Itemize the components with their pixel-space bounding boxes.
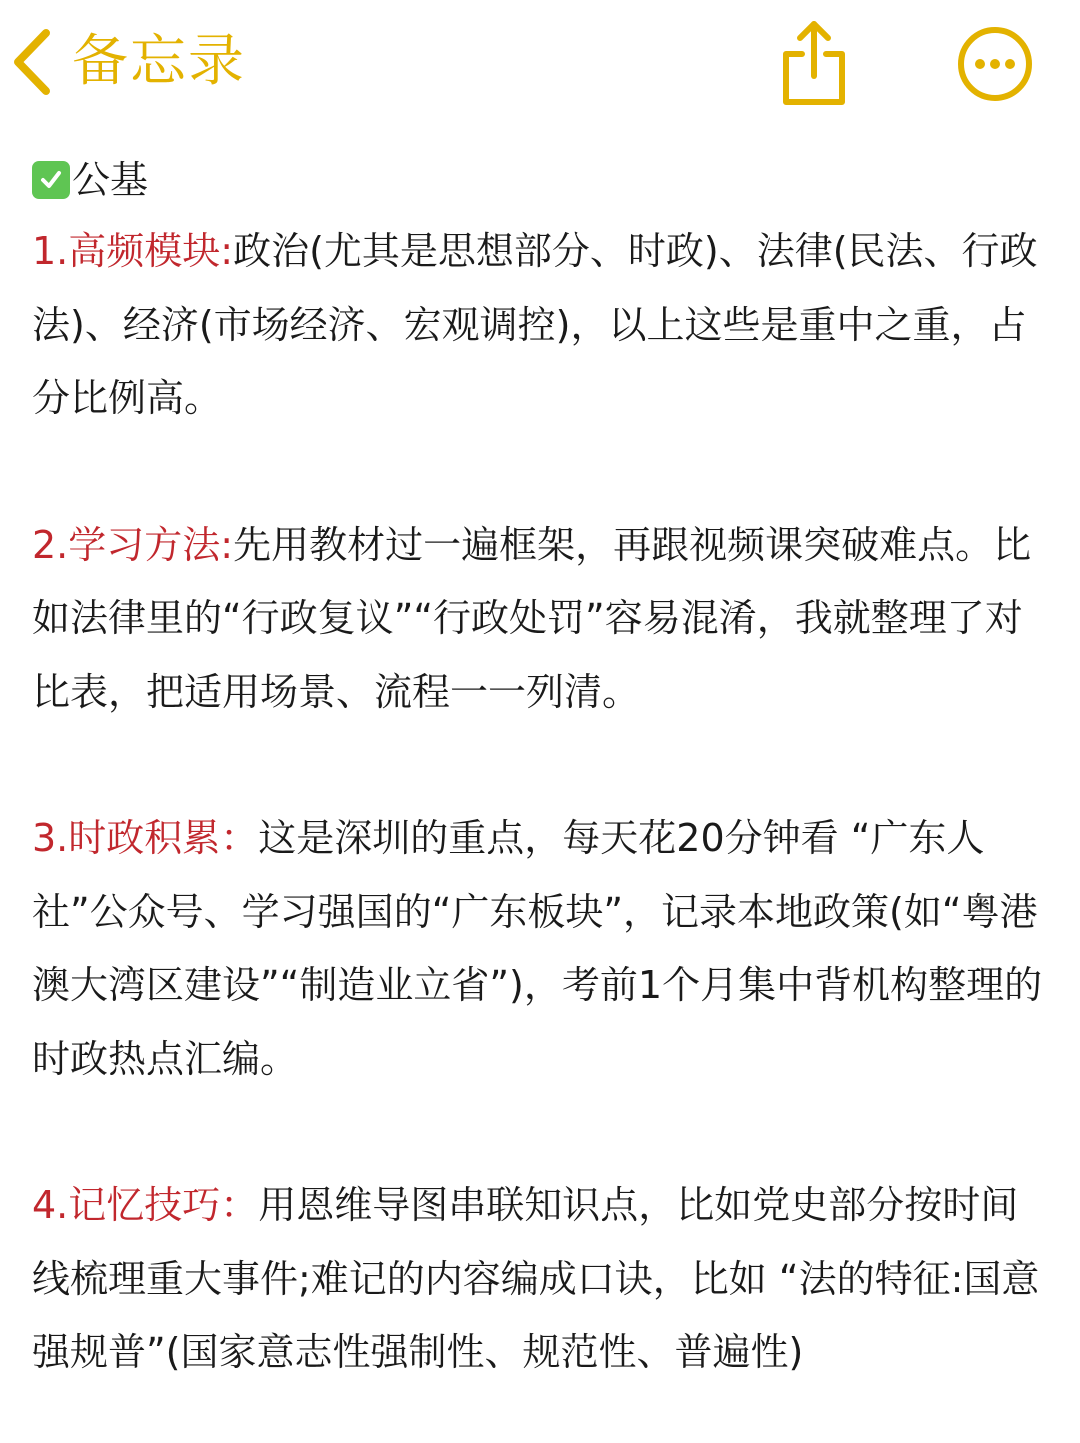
more-button[interactable]: [955, 24, 1035, 104]
checkmark-box-icon: [32, 161, 70, 199]
section-2-label: 2.学习方法:: [32, 522, 234, 567]
back-button[interactable]: [10, 22, 246, 102]
section-4: [32, 1169, 1052, 1390]
note-body[interactable]: [32, 145, 1052, 1390]
heading-text: 公基: [72, 158, 149, 202]
section-1: [32, 215, 1052, 436]
back-label: 备忘录: [72, 29, 246, 94]
section-4-label: 4.记忆技巧：: [32, 1183, 259, 1227]
section-2-text: 先用教材过一遍框架，再跟视频课突破难点。比如法律里的“行政复议”“行政处罚”容易混淆，我就整理了对比表，把适用场景、流程一一列清。: [32, 522, 1032, 714]
section-2: [32, 509, 1052, 730]
section-4-text: 用恩维导图串联知识点，比如党史部分按时间线梳理重大事件;难记的内容编成口诀，比如 “法的特征:国意强规普”(国家意志性强制性、规范性、普遍性): [32, 1183, 1040, 1374]
section-3-text: 这是深圳的重点，每天花20分钟看 “广东人社”公众号、学习强国的“广东板块”，记录本地政策(如“粤港澳大湾区建设”“制造业立省”)，考前1个月集中背机构整理的时政热点汇编。: [32, 816, 1043, 1081]
section-3-label: 3.时政积累：: [32, 816, 259, 860]
share-button[interactable]: [776, 18, 852, 108]
ellipsis-circle-icon: [955, 89, 1035, 108]
chevron-left-icon: [10, 27, 54, 97]
navigation-bar: [0, 0, 1080, 130]
section-1-text: 政治(尤其是思想部分、时政)、法律(民法、行政法)、经济(市场经济、宏观调控)，以上这些是重中之重，占分比例高。: [32, 229, 1038, 420]
section-3: [32, 802, 1052, 1096]
share-icon: [776, 93, 852, 112]
section-1-label: 1.高频模块:: [32, 229, 234, 273]
note-heading: [32, 145, 1052, 215]
